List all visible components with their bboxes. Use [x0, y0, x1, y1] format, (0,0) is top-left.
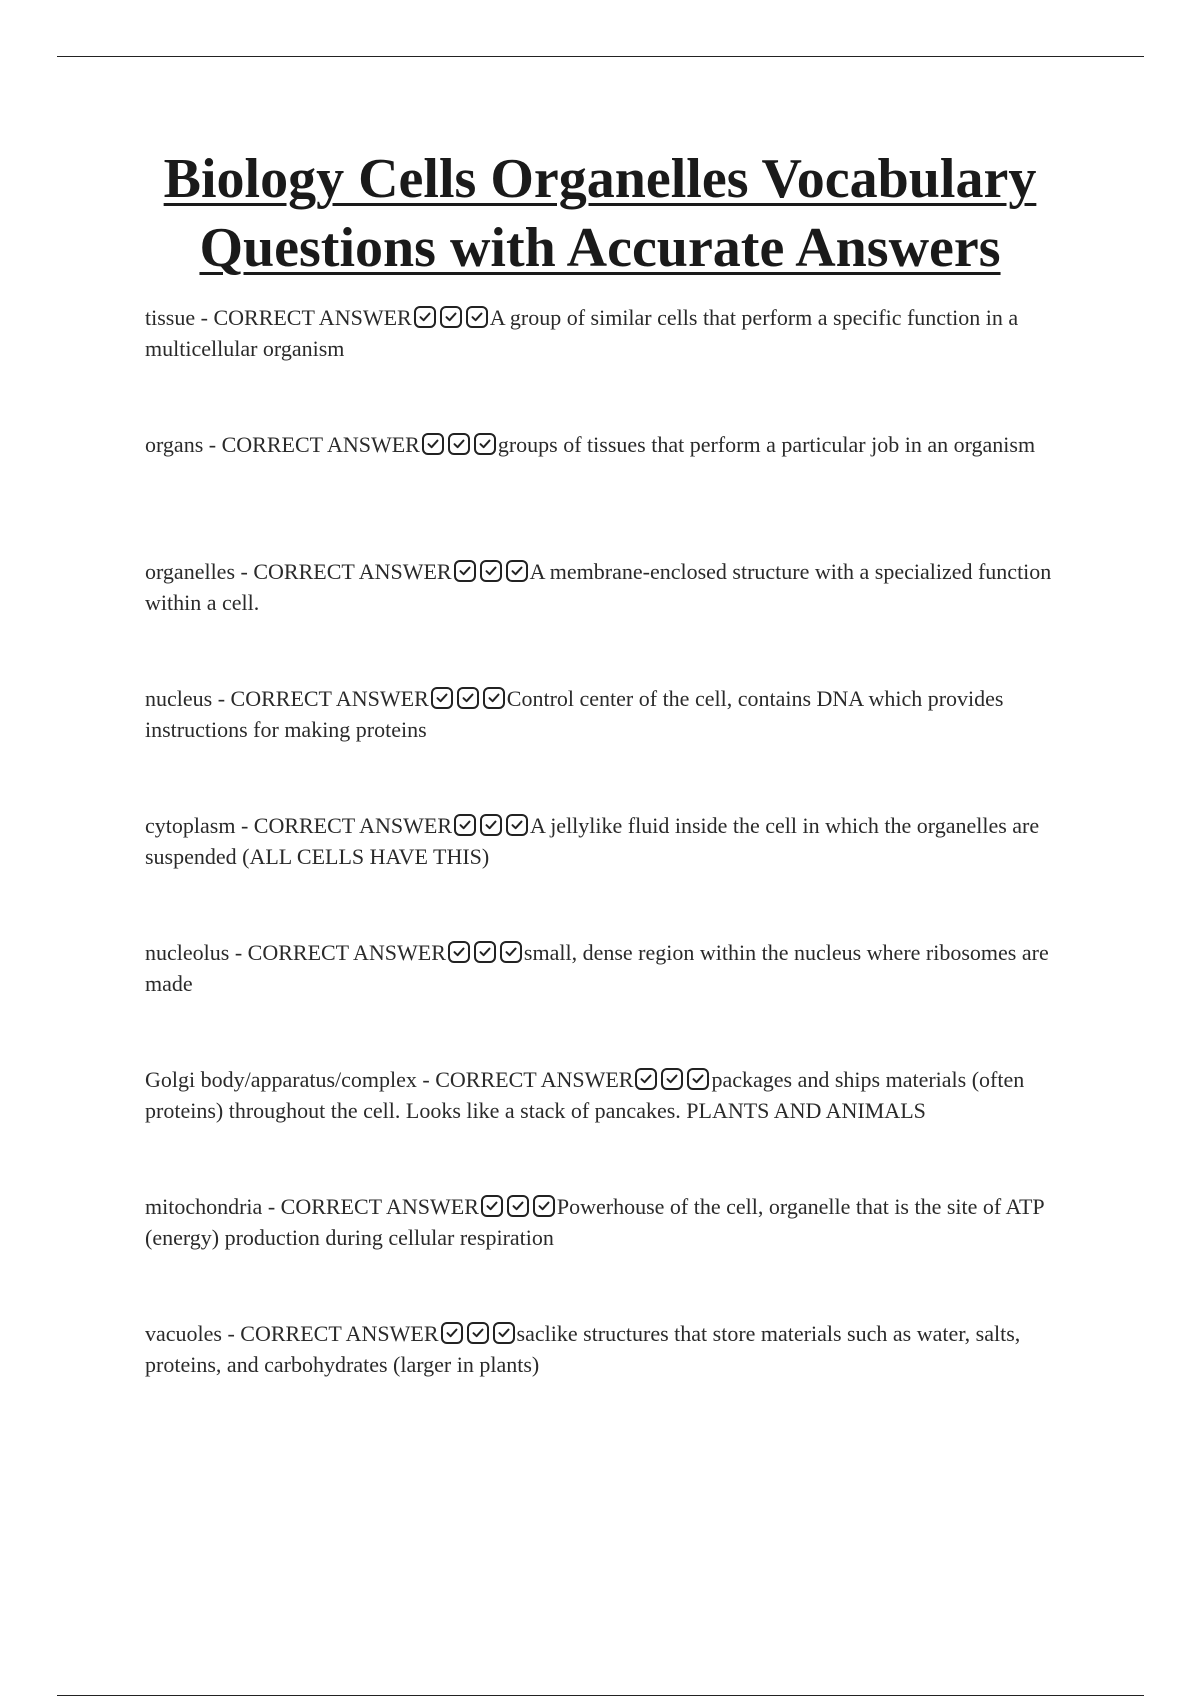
page-title — [0, 145, 1200, 283]
header-rule — [57, 56, 1144, 57]
vocabulary-entry — [145, 1318, 1095, 1445]
checkbox-checked-icon — [500, 941, 522, 963]
entry-definition: A membrane-enclosed structure with a specialized function within a cell. — [145, 559, 1052, 615]
vocabulary-entry — [145, 683, 1095, 810]
vocabulary-entry — [145, 429, 1095, 556]
checkbox-checked-icon — [506, 560, 528, 582]
checkbox-checked-icon — [422, 433, 444, 455]
entry-answer-label: CORRECT ANSWER — [230, 686, 429, 711]
title-line-2: Questions with Accurate Answers — [199, 217, 1001, 279]
vocabulary-list — [145, 302, 1095, 1445]
entry-term: nucleus — [145, 686, 213, 711]
checkbox-checked-icon — [506, 814, 528, 836]
entry-separator: - — [235, 813, 254, 838]
checkbox-checked-icon — [635, 1068, 657, 1090]
checkbox-checked-icon — [466, 306, 488, 328]
checkbox-checked-icon — [441, 1322, 463, 1344]
entry-separator: - — [221, 1321, 241, 1346]
checkbox-checked-icon — [493, 1322, 515, 1344]
entry-separator: - — [229, 940, 248, 965]
checkbox-checked-icon — [454, 814, 476, 836]
entry-term: cytoplasm — [145, 813, 236, 838]
vocabulary-entry — [145, 1191, 1095, 1318]
checkbox-checked-icon — [431, 687, 453, 709]
entry-definition: groups of tissues that perform a particular job in an organism — [497, 432, 1036, 457]
vocabulary-entry — [145, 810, 1095, 937]
entry-answer-label: CORRECT ANSWER — [213, 305, 412, 330]
checkbox-checked-icon — [474, 433, 496, 455]
checkbox-checked-icon — [533, 1195, 555, 1217]
title-line-1: Biology Cells Organelles Vocabulary — [163, 148, 1037, 210]
check-group — [452, 556, 530, 587]
check-group — [633, 1064, 711, 1095]
checkbox-checked-icon — [480, 814, 502, 836]
entry-answer-label: CORRECT ANSWER — [240, 1321, 439, 1346]
entry-separator: - — [262, 1194, 281, 1219]
entry-term: vacuoles — [145, 1321, 222, 1346]
vocabulary-entry — [145, 556, 1095, 683]
entry-definition: A jellylike fluid inside the cell in which the organelles are suspended (ALL CELLS HAVE THIS) — [145, 813, 1040, 869]
entry-term: organs — [145, 432, 204, 457]
checkbox-checked-icon — [440, 306, 462, 328]
vocabulary-entry — [145, 937, 1095, 1064]
vocabulary-entry — [145, 1064, 1095, 1191]
check-group — [412, 302, 490, 333]
check-group — [446, 937, 524, 968]
entry-answer-label: CORRECT ANSWER — [247, 940, 446, 965]
entry-answer-label: CORRECT ANSWER — [280, 1194, 479, 1219]
check-group — [429, 683, 507, 714]
vocabulary-entry — [145, 302, 1095, 429]
entry-separator: - — [203, 432, 222, 457]
entry-definition: packages and ships materials (often proteins) throughout the cell. Looks like a stack of pancakes. PLANTS AND ANIMALS — [145, 1067, 1025, 1123]
entry-definition: A group of similar cells that perform a specific function in a multicellular organism — [145, 305, 1019, 361]
checkbox-checked-icon — [507, 1195, 529, 1217]
entry-answer-label: CORRECT ANSWER — [253, 813, 453, 838]
check-group — [452, 810, 530, 841]
entry-term: nucleolus — [145, 940, 230, 965]
entry-term: mitochondria — [145, 1194, 263, 1219]
check-group — [420, 429, 498, 460]
entry-term: Golgi body/apparatus/complex — [145, 1067, 417, 1092]
entry-term: organelles — [145, 559, 236, 584]
entry-definition: Powerhouse of the cell, organelle that is the site of ATP (energy) production during cellular respiration — [145, 1194, 1044, 1250]
entry-separator: - — [416, 1067, 436, 1092]
entry-definition: small, dense region within the nucleus where ribosomes are made — [145, 940, 1049, 996]
entry-separator: - — [195, 305, 214, 330]
entry-term: tissue — [145, 305, 196, 330]
checkbox-checked-icon — [467, 1322, 489, 1344]
checkbox-checked-icon — [687, 1068, 709, 1090]
checkbox-checked-icon — [661, 1068, 683, 1090]
entry-definition: saclike structures that store materials such as water, salts, proteins, and carbohydrates (larger in plants) — [145, 1321, 1021, 1377]
checkbox-checked-icon — [414, 306, 436, 328]
checkbox-checked-icon — [454, 560, 476, 582]
entry-answer-label: CORRECT ANSWER — [435, 1067, 634, 1092]
checkbox-checked-icon — [474, 941, 496, 963]
footer-rule — [57, 1695, 1144, 1696]
checkbox-checked-icon — [481, 1195, 503, 1217]
entry-separator: - — [235, 559, 254, 584]
entry-answer-label: CORRECT ANSWER — [221, 432, 420, 457]
checkbox-checked-icon — [448, 941, 470, 963]
checkbox-checked-icon — [448, 433, 470, 455]
entry-separator: - — [212, 686, 231, 711]
checkbox-checked-icon — [483, 687, 505, 709]
entry-definition: Control center of the cell, contains DNA which provides instructions for making proteins — [145, 686, 1004, 742]
check-group — [479, 1191, 557, 1222]
checkbox-checked-icon — [480, 560, 502, 582]
checkbox-checked-icon — [457, 687, 479, 709]
entry-answer-label: CORRECT ANSWER — [253, 559, 452, 584]
check-group — [439, 1318, 517, 1349]
